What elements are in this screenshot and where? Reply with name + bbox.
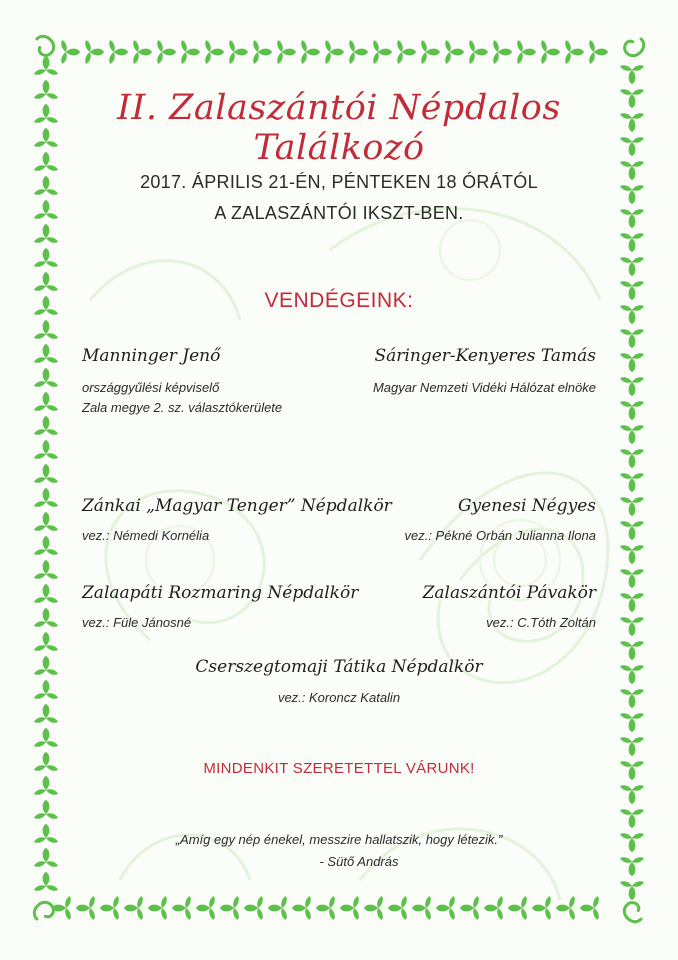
group-name: Zalaszántói Pávakör <box>422 583 596 603</box>
group-leader: vez.: Pékné Orbán Julianna Ilona <box>404 528 596 543</box>
group-name: Zalaapáti Rozmaring Népdalkör <box>82 583 359 603</box>
guest-role-detail: Zala megye 2. sz. választókerülete <box>82 400 283 415</box>
guest-name: Manninger Jenő <box>82 346 221 366</box>
quote-author: - Sütő András <box>319 854 399 869</box>
group-leader: vez.: Némedi Kornélia <box>82 528 210 543</box>
guest-name: Sáringer-Kenyeres Tamás <box>374 346 596 366</box>
event-date: 2017. ÁPRILIS 21-ÉN, PÉNTEKEN 18 ÓRÁTÓL <box>140 172 538 192</box>
group-leader: vez.: Füle Jánosné <box>82 615 192 630</box>
group-leader: vez.: Koroncz Katalin <box>277 690 401 705</box>
guests-heading: VENDÉGEINK: <box>264 289 414 312</box>
group-name: Zánkai „Magyar Tenger” Népdalkör <box>82 496 392 516</box>
quote-text: „Amíg egy nép énekel, messzire hallatszik, hogy létezik.” <box>175 832 503 847</box>
guest-role: országgyűlési képviselő <box>82 380 220 395</box>
group-name: Gyenesi Négyes <box>457 496 596 516</box>
event-title: II. Zalaszántói Népdalos Találkozó <box>117 88 561 168</box>
event-location: A ZALASZÁNTÓI IKSZT-BEN. <box>214 203 464 223</box>
guest-role: Magyar Nemzeti Vidéki Hálózat elnöke <box>372 380 596 395</box>
closing-invitation: MINDENKIT SZERETETTEL VÁRUNK! <box>203 760 475 777</box>
group-name: Cserszegtomaji Tátika Népdalkör <box>195 657 483 677</box>
group-leader: vez.: C.Tóth Zoltán <box>486 615 596 630</box>
